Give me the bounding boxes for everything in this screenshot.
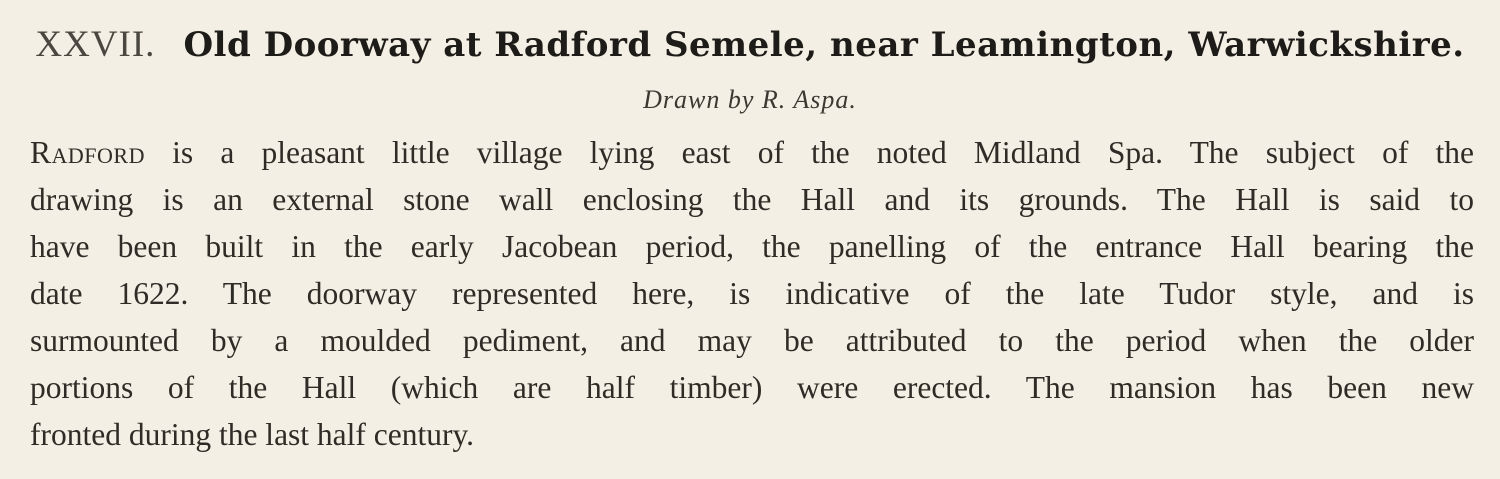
description-paragraph (30, 129, 1474, 458)
paragraph-line: drawing is an external stone wall enclosing the Hall and its grounds. The Hall is said to (30, 182, 1474, 217)
drawn-by-credit: Drawn by R. Aspa. (643, 85, 857, 114)
plate-title: Old Doorway at Radford Semele, near Leamington, Warwickshire. (183, 25, 1465, 65)
paragraph-line: Radford is a pleasant little village lying east of the noted Midland Spa. The subject of the (30, 135, 1474, 170)
lead-word: Radford (30, 135, 145, 170)
paragraph-line: date 1622. The doorway represented here, is indicative of the late Tudor style, and is (30, 276, 1474, 311)
plate-heading (0, 20, 1500, 70)
plate-number: XXVII. (35, 24, 156, 65)
paragraph-line: surmounted by a moulded pediment, and may be attributed to the period when the older (30, 323, 1474, 358)
paragraph-line: have been built in the early Jacobean period, the panelling of the entrance Hall bearing the (30, 229, 1474, 264)
paragraph-line: portions of the Hall (which are half timber) were erected. The mansion has been new (30, 370, 1474, 405)
paragraph-line: fronted during the last half century. (30, 417, 475, 452)
